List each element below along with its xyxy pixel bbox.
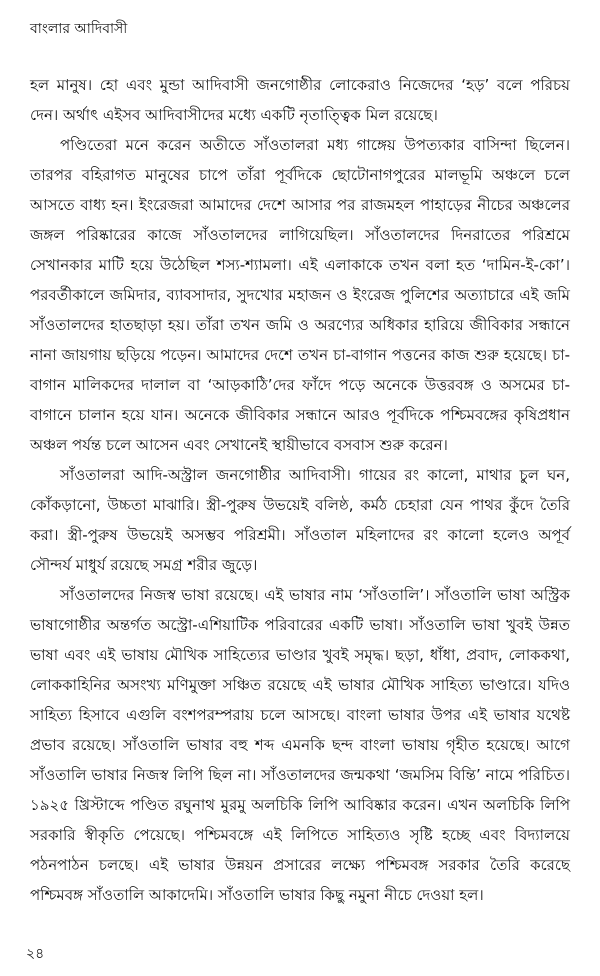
running-header: বাংলার আদিবাসী — [30, 21, 128, 37]
page-number: ২৪ — [26, 946, 45, 962]
body-text — [30, 70, 570, 910]
paragraph-santal-history: পণ্ডিতেরা মনে করেন অতীতে সাঁওতালরা মধ্য গাঙ্গেয় উপত্যকার বাসিন্দা ছিলেন। তারপর বহিরাগত মানুষের চাপে তাঁরা পূর্বদিকে ছোটোনাগপুরের মালভূমি অঞ্চলে চলে আসতে বাধ্য হন। ইংরেজরা আমাদের দেশে আসার পর রাজমহল পাহাড়ের নীচের অঞ্চলের জঙ্গল পরিষ্কারের কাজে সাঁওতালদের লাগিয়েছিল। সাঁওতালদের দিনরাতের পরিশ্রমে সেখানকার মাটি হয়ে উঠেছিল শস্য-শ্যামলা। এই এলাকাকে তখন বলা হত ‘দামিন-ই-কো’। পরবর্তীকালে জমিদার, ব্যাবসাদার, সুদখোর মহাজন ও ইংরেজ পুলিশের অত্যাচারে এই জমি সাঁওতালদের হাতছাড়া হয়। তাঁরা তখন জমি ও অরণ্যের অধিকার হারিয়ে জীবিকার সন্ধানে নানা জায়গায় ছড়িয়ে পড়েন। আমাদের দেশে তখন চা-বাগান পত্তনের কাজ শুরু হয়েছে। চা-বাগান মালিকদের দালাল বা ‘আড়কাঠি’দের ফাঁদে পড়ে অনেকে উত্তরবঙ্গ ও অসমের চা-বাগানে চালান হয়ে যান। অনেকে জীবিকার সন্ধানে আরও পূর্বদিকে পশ্চিমবঙ্গের কৃষিপ্রধান অঞ্চল পর্যন্ত চলে আসেন এবং সেখানেই স্থায়ীভাবে বসবাস শুরু করেন। — [30, 136, 570, 454]
paragraph-continuation: হল মানুষ। হো এবং মুন্ডা আদিবাসী জনগোষ্ঠীর লোকেরাও নিজেদের ‘হড়’ বলে পরিচয় দেন। অর্থাৎ এইসব আদিবাসীদের মধ্যে একটি নৃতাত্ত্বিক মিল রয়েছে। — [30, 76, 570, 124]
paragraph-santali-language: সাঁওতালদের নিজস্ব ভাষা রয়েছে। এই ভাষার নাম ‘সাঁওতালি’। সাঁওতালি ভাষা অস্ট্রিক ভাষাগোষ্ঠীর অন্তর্গত অস্ট্রো-এশিয়াটিক পরিবারের একটি ভাষা। সাঁওতালি ভাষা খুবই উন্নত ভাষা এবং এই ভাষায় মৌখিক সাহিত্যের ভাণ্ডার খুবই সমৃদ্ধ। ছড়া, ধাঁধা, প্রবাদ, লোককথা, লোককাহিনির অসংখ্য মণিমুক্তা সঞ্চিত রয়েছে এই ভাষার মৌখিক সাহিত্য ভাণ্ডারে। যদিও সাহিত্য হিসাবে এগুলি বংশপরম্পরায় চলে আসছে। বাংলা ভাষার উপর এই ভাষার যথেষ্ট প্রভাব রয়েছে। সাঁওতালি ভাষার বহু শব্দ এমনকি ছন্দ বাংলা ভাষায় গৃহীত হয়েছে। আগে সাঁওতালি ভাষার নিজস্ব লিপি ছিল না। সাঁওতালদের জন্মকথা ‘জমসিম বিন্তি’ নামে পরিচিত। ১৯২৫ খ্রিস্টাব্দে পণ্ডিত রঘুনাথ মুরমু অলচিকি লিপি আবিষ্কার করেন। এখন অলচিকি লিপি সরকারি স্বীকৃতি পেয়েছে। পশ্চিমবঙ্গে এই লিপিতে সাহিত্যও সৃষ্টি হচ্ছে এবং বিদ্যালয়ে পঠনপাঠন চলছে। এই ভাষার উন্নয়ন প্রসারের লক্ষ্যে পশ্চিমবঙ্গ সরকার তৈরি করেছে পশ্চিমবঙ্গ সাঁওতালি আকাদেমি। সাঁওতালি ভাষার কিছু নমুনা নীচে দেওয়া হল। — [30, 586, 571, 904]
paragraph-santal-appearance: সাঁওতালরা আদি-অস্ট্রাল জনগোষ্ঠীর আদিবাসী। গায়ের রং কালো, মাথার চুল ঘন, কোঁকড়ানো, উচ্চতা মাঝারি। স্ত্রী-পুরুষ উভয়েই বলিষ্ঠ, কর্মঠ চেহারা যেন পাথর কুঁদে তৈরি করা। স্ত্রী-পুরুষ উভয়েই অসম্ভব পরিশ্রমী। সাঁওতাল মহিলাদের রং কালো হলেও অপূর্ব সৌন্দর্য মাধুর্য রয়েছে সমগ্র শরীর জুড়ে। — [30, 466, 570, 574]
